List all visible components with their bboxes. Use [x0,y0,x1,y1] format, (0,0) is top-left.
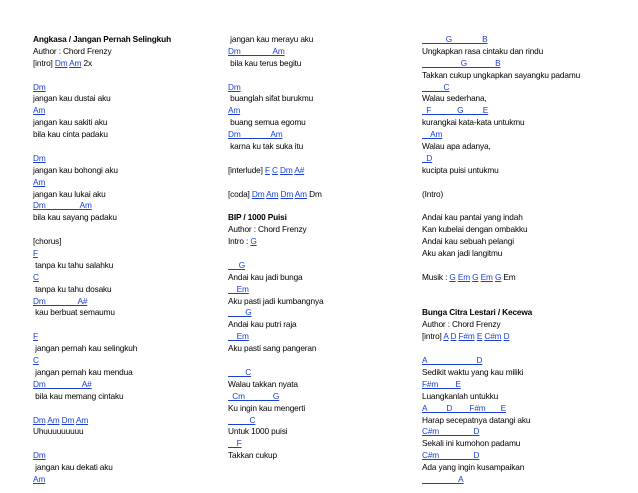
lyric-line: buang semua egomu [228,117,306,128]
lyric-line: Walau apa adanya, [422,141,491,152]
chord-link[interactable]: G [494,271,502,282]
line-text: Intro : [228,236,251,247]
chord-line[interactable]: C#m D [422,450,480,461]
chord-line[interactable]: Dm A# [33,378,92,389]
lyric-line: jangan kau lukai aku [33,188,106,199]
lyric-line: Uhuuuuuuuuu [33,426,84,437]
lyric-line: Harap secepatnya datangi aku [422,414,531,425]
line-text: [intro] [422,331,444,342]
line-text: [interlude] [228,164,265,175]
chord-line[interactable]: Am [33,105,46,116]
lyric-line: Takkan cukup [228,450,277,461]
chord-link[interactable]: Em [457,271,471,282]
chord-line[interactable]: A D F#m E [422,402,507,413]
chord-line [228,189,423,201]
line-text: 2x [81,57,92,68]
lyric-line: bila kau memang cintaku [33,390,124,401]
lyric-line: [chorus] [33,236,62,247]
lyric-line: tanpa ku tahu salahku [33,259,114,270]
chord-link[interactable]: D [503,331,510,342]
lyric-line: Untuk 1000 puisi [228,426,288,437]
chord-line[interactable]: A [422,473,464,484]
song-title: Angkasa / Jangan Pernah Selingkuh [33,34,171,44]
chord-line[interactable]: D [422,152,433,163]
line-text: [intro] [33,57,55,68]
lyric-line: jangan kau sakiti aku [33,117,108,128]
chord-link[interactable]: Am [75,414,89,425]
lyric-line: karna ku tak suka itu [228,141,304,152]
lyric-line: (Intro) [422,188,444,199]
blank-line [33,70,228,82]
lyric-line: kau berbuat semaumu [33,307,115,318]
chord-line[interactable]: C [228,414,256,425]
blank-line [228,177,423,189]
lyric-line: Author : Chord Frenzy [33,45,112,56]
lyric-line: Andai kau pantai yang indah [422,212,523,223]
chord-link[interactable]: G [472,271,479,282]
chord-link[interactable]: G [250,236,257,247]
chord-line [33,58,228,70]
chord-link[interactable]: Am [294,188,307,199]
lyric-line: bila kau cinta padaku [33,129,108,140]
chord-line[interactable]: C [228,366,252,377]
blank-line [33,438,228,450]
lyric-line: Luangkanlah untukku [422,390,499,401]
lyric-line: jangan kau dekati aku [33,462,113,473]
chord-link[interactable]: Am [266,188,279,199]
chord-line[interactable]: Em [228,331,249,342]
chord-link[interactable]: Dm [251,188,265,199]
lyric-line: jangan pernah kau mendua [33,366,133,377]
blank-line [422,260,622,272]
blank-line [422,177,622,189]
chord-line[interactable]: A D [422,355,483,366]
chord-line[interactable]: C#m D [422,426,480,437]
chord-line[interactable]: Dm [33,450,46,461]
chord-line[interactable]: Dm [33,81,46,92]
line-text: Dm [306,188,322,199]
chord-link[interactable]: A [443,331,449,342]
chord-line[interactable]: Dm [228,81,241,92]
blank-line [422,200,622,212]
chord-line[interactable]: Dm Am [228,45,285,56]
chord-link[interactable]: D [450,331,457,342]
lyric-line: bila kau sayang padaku [33,212,117,223]
line-text: Musik : [422,271,450,282]
lyric-line: Takkan cukup ungkapkan sayangku padamu [422,69,581,80]
chord-line[interactable]: F [228,438,242,449]
lyric-line: Andai kau sebuah pelangi [422,236,514,247]
chord-line[interactable]: G B [422,57,501,68]
blank-line [228,70,423,82]
chord-link[interactable]: Am [69,57,82,68]
chord-line[interactable]: Am [33,176,46,187]
chord-line[interactable]: F#m E [422,378,461,389]
chord-line[interactable]: Dm Am [33,200,92,211]
chord-link[interactable]: F#m [458,331,475,342]
chord-line[interactable]: C [33,271,39,282]
blank-line [228,355,423,367]
lyric-line: Aku pasti sang pangeran [228,343,317,354]
chord-link[interactable]: Dm [33,414,46,425]
blank-line [422,343,622,355]
line-text: [coda] [228,188,252,199]
blank-line [33,319,228,331]
lyric-line: Sedikit waktu yang kau miliki [422,366,524,377]
chord-line[interactable]: Am [422,129,443,140]
lyric-line: kucipta puisi untukmu [422,164,499,175]
lyric-line: jangan pernah kau selingkuh [33,343,138,354]
chord-link[interactable]: C#m [484,331,502,342]
chord-line[interactable]: C [33,355,39,366]
blank-line [422,296,622,308]
chord-link[interactable]: Dm [61,414,75,425]
lyric-line: Author : Chord Frenzy [228,224,307,235]
chord-line[interactable]: F [33,248,38,259]
column-1 [33,34,228,486]
chord-line [228,165,423,177]
song-title: Bunga Citra Lestari / Kecewa [422,307,533,318]
chord-link[interactable]: Em [480,271,493,282]
lyric-line: Sekali ini kumohon padamu [422,438,521,449]
lyric-line: Ungkapkan rasa cintaku dan rindu [422,45,544,56]
chord-line [228,236,423,248]
lyric-line: Aku akan jadi langitmu [422,248,503,259]
chord-link[interactable]: Dm [54,57,68,68]
chord-link[interactable]: E [476,331,483,342]
column-2 [228,34,423,462]
lyric-line: jangan kau bohongi aku [33,164,118,175]
chord-line[interactable]: F G E [422,105,489,116]
blank-line [228,200,423,212]
blank-line [33,224,228,236]
chord-line[interactable]: G [228,307,252,318]
lyric-line: Ada yang ingin kusampaikan [422,462,525,473]
chord-link[interactable]: F [264,164,270,175]
lyric-line: kurangkai kata-kata untukmu [422,117,525,128]
blank-line [228,153,423,165]
lyric-line: Andai kau putri raja [228,319,297,330]
lyric-line: Author : Chord Frenzy [422,319,501,330]
chord-line[interactable]: C [422,81,450,92]
chord-line[interactable]: G [228,259,246,270]
blank-line [422,284,622,296]
lyric-line: Andai kau jadi bunga [228,271,303,282]
chord-link[interactable]: G [449,271,456,282]
chord-link[interactable]: Dm [280,188,294,199]
lyric-line: jangan kau dustai aku [33,93,111,104]
chord-link[interactable]: A# [294,164,305,175]
chord-line[interactable]: Cm G [228,390,280,401]
chord-link[interactable]: Am [47,414,60,425]
chord-line[interactable]: Am [33,473,46,484]
chord-line[interactable]: Em [228,283,249,294]
lyric-line: Walau sederhana, [422,93,487,104]
lyric-line: tanpa ku tahu dosaku [33,283,112,294]
chord-line[interactable]: Dm A# [33,295,88,306]
chord-line [422,331,622,343]
chord-link[interactable]: C [272,164,278,175]
lyric-line: Ku ingin kau mengerti [228,402,306,413]
chord-line [422,272,622,284]
chord-line[interactable]: Am [228,105,241,116]
column-3 [422,34,622,486]
blank-line [228,248,423,260]
chord-line[interactable]: G B [422,34,488,44]
lyric-line: Kan kubelai dengan ombakku [422,224,528,235]
line-text: Em [501,271,516,282]
chord-link[interactable]: Dm [280,164,293,175]
lyric-line: jangan kau merayu aku [228,34,314,44]
song-title: BIP / 1000 Puisi [228,212,287,223]
lyric-line: Walau takkan nyata [228,378,298,389]
blank-line [33,141,228,153]
chord-line [33,415,228,427]
chord-line[interactable]: Dm [33,152,46,163]
blank-line [33,403,228,415]
lyric-line: bila kau terus begitu [228,57,302,68]
chord-line[interactable]: F [33,331,38,342]
lyric-line: Aku pasti jadi kumbangnya [228,295,324,306]
lyric-line: buanglah sifat burukmu [228,93,314,104]
chord-line[interactable]: Dm Am [228,129,283,140]
